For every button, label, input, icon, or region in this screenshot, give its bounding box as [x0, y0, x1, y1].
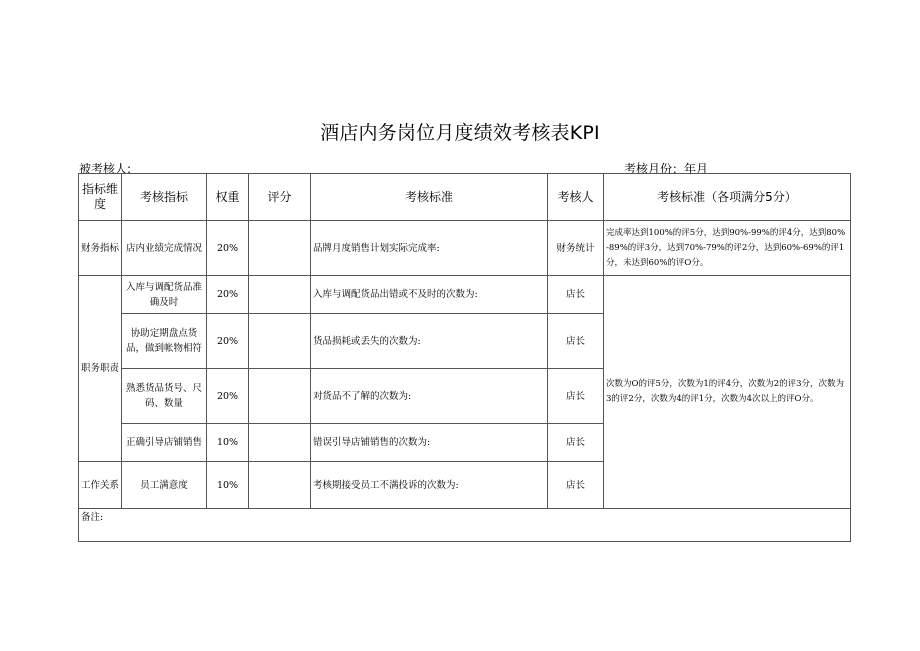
score-cell[interactable] — [249, 314, 311, 369]
criteria-cell-finance: 完成率达到100%的评5分，达到90%-99%的评4分，达到80%-89%的评3分，达到70%-79%的评2分，达到60%-69%的评1分，未达到60%的评O分。 — [604, 221, 851, 276]
score-cell[interactable] — [249, 424, 311, 462]
table-row — [79, 221, 851, 276]
col-header-standard: 考核标准 — [311, 174, 548, 221]
col-header-score: 评分 — [249, 174, 311, 221]
standard-cell: 入库与调配货品出错或不及时的次数为: — [311, 276, 548, 314]
remarks-cell[interactable]: 备注: — [79, 509, 851, 542]
indicator-cell: 协助定期盘点货品，做到帐物相符 — [122, 314, 207, 369]
appraisee-label: 被考核人: — [79, 162, 132, 176]
col-header-dimension: 指标维度 — [79, 174, 122, 221]
score-cell[interactable] — [249, 221, 311, 276]
col-header-criteria: 考核标准（各项满分5分） — [604, 174, 851, 221]
standard-cell: 货品损耗或丢失的次数为: — [311, 314, 548, 369]
standard-cell: 对货品不了解的次数为: — [311, 369, 548, 424]
indicator-cell: 入库与调配货品准确及时 — [122, 276, 207, 314]
weight-cell: 20% — [207, 276, 249, 314]
score-cell[interactable] — [249, 276, 311, 314]
weight-cell: 20% — [207, 369, 249, 424]
weight-cell: 10% — [207, 462, 249, 509]
kpi-table — [78, 173, 851, 542]
table-header-row — [79, 174, 851, 221]
assessor-cell: 店长 — [548, 314, 604, 369]
assessor-cell: 店长 — [548, 276, 604, 314]
standard-cell: 错误引导店铺销售的次数为: — [311, 424, 548, 462]
standard-cell: 考核期接受员工不满投诉的次数为: — [311, 462, 548, 509]
table-row — [79, 276, 851, 314]
col-header-assessor: 考核人 — [548, 174, 604, 221]
dimension-cell: 财务指标 — [79, 221, 122, 276]
remarks-row — [79, 509, 851, 542]
dimension-cell: 职务职责 — [79, 276, 122, 462]
assessor-cell: 店长 — [548, 462, 604, 509]
period-label: 考核月份：年月 — [624, 162, 709, 176]
weight-cell: 20% — [207, 314, 249, 369]
indicator-cell: 熟悉货品货号、尺码、数量 — [122, 369, 207, 424]
assessor-cell: 店长 — [548, 424, 604, 462]
col-header-weight: 权重 — [207, 174, 249, 221]
score-cell[interactable] — [249, 462, 311, 509]
indicator-cell: 正确引导店铺销售 — [122, 424, 207, 462]
dimension-cell: 工作关系 — [79, 462, 122, 509]
weight-cell: 20% — [207, 221, 249, 276]
assessor-cell: 财务统计 — [548, 221, 604, 276]
criteria-cell-count: 次数为O的评5分，次数为1的评4分，次数为2的评3分，次数为3的评2分，次数为4的评1分，次数为4次以上的评O分。 — [604, 276, 851, 509]
standard-cell: 品牌月度销售计划实际完成率: — [311, 221, 548, 276]
score-cell[interactable] — [249, 369, 311, 424]
page-title: 酒店内务岗位月度绩效考核表KPI — [320, 122, 600, 144]
col-header-indicator: 考核指标 — [122, 174, 207, 221]
indicator-cell: 员工满意度 — [122, 462, 207, 509]
assessor-cell: 店长 — [548, 369, 604, 424]
indicator-cell: 店内业绩完成情况 — [122, 221, 207, 276]
weight-cell: 10% — [207, 424, 249, 462]
